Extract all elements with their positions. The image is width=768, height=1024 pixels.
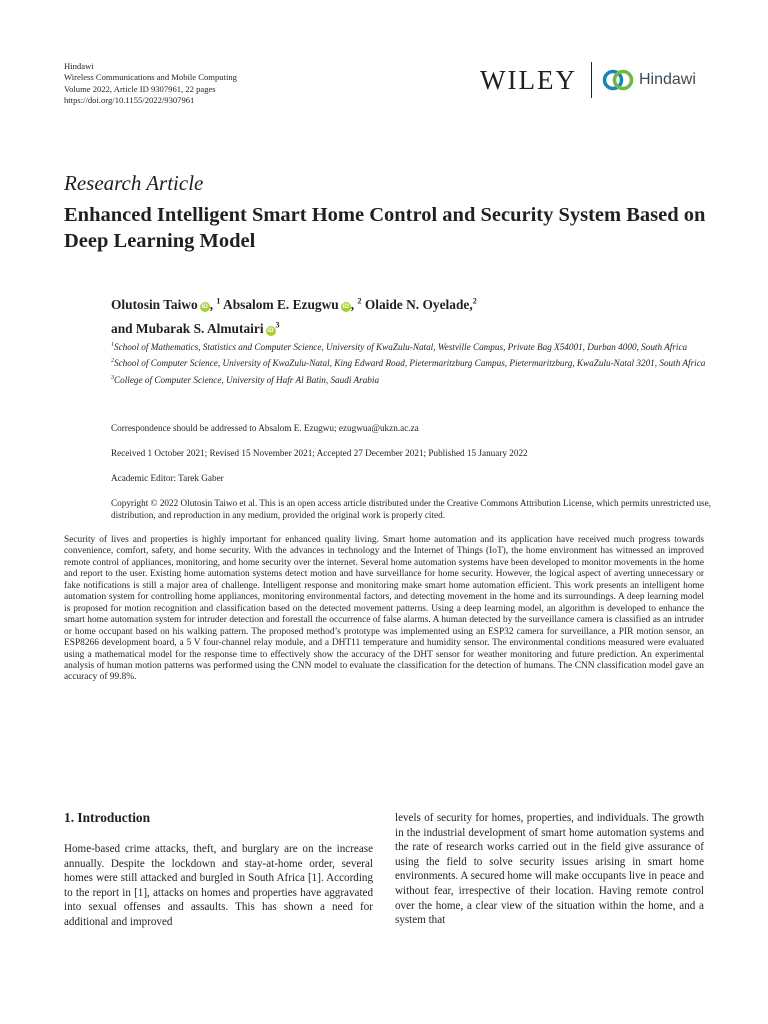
section-heading: 1. Introduction [64, 810, 151, 825]
author-list [111, 292, 711, 339]
journal-name: Wireless Communications and Mobile Computing [64, 72, 237, 83]
hindawi-wordmark: Hindawi [638, 71, 696, 88]
orcid-icon[interactable]: iD [267, 326, 274, 334]
affiliation: $^1$School of Mathematics, Statistics and Computer Science, University of KwaZulu-Natal, Westville Campus, Private Bag X54001, Durban 4000, South Africa [111, 342, 688, 353]
author-name: and Mubarak S. Almutairi [111, 320, 264, 336]
author [365, 297, 477, 312]
body-column-left: Home-based crime attacks, theft, and burglary are on the increase annually. Despite the lockdown and stay-at-home order, several homes were still attacked and burgled in South Africa [1]. According to the report in [1], attacks on homes and properties have aggravated into sexual offenses and assaults. This has shown a need for additional and improved [64, 843, 373, 928]
author-name: Absalom E. Ezugwu [223, 297, 339, 313]
orcid-icon[interactable]: iD [201, 303, 208, 311]
orcid-icon[interactable]: iD [342, 303, 349, 311]
correspondence: Correspondence should be addressed to Absalom E. Ezugwu; ezugwua@ukzn.ac.za [111, 423, 419, 433]
wiley-logo: WILEY [480, 64, 577, 95]
abstract: Security of lives and properties is highly important for enhanced quality living. Smart home automation and its application have received much progress towards convenience, comfort, safety, and home security. With the advances in technology and the Internet of Things (IoT), the home environment has witnessed an improved remote control of appliances, monitoring, and home security over the internet. Several home automation systems have been developed to monitor movements in the home and report to the user. Existing home automation systems detect motion and have surveillance for home security. However, the logical aspect of averting unnecessary or fake notifications is still a major area of challenge. Intelligent response and monitoring make smart home automation efficient. This work presents an intelligent home automation system for controlling home appliances, monitoring environmental factors, and detecting movement in the home and its surroundings. A deep learning model is proposed for motion recognition and classification based on the detected movement patterns. Using a deep learning model, an algorithm is developed to enhance the smart home automation system for intruder detection and forestall the occurrence of false alarms. A human detected by the surveillance camera is classified as an intruder or home occupant based on his walking pattern. The proposed method’s prototype was implemented using an ESP32 camera for surveillance, a PIR motion sensor, an ESP8266 development board, a 5 V four-channel relay module, and a DHT11 temperature and humidity sensor. The environmental conditions measured were evaluated using a mathematical model for the response time to effectively show the accuracy of the DHT sensor for weather monitoring and future prediction. An experimental analysis of human motion patterns was performed using the CNN model to evaluate the classification for the detection of humans. The CNN classification model gave an accuracy of 99.8%. [64, 535, 704, 683]
publisher-brand [480, 60, 696, 100]
affiliation-ref: 1 [216, 297, 221, 306]
publisher-name: Hindawi [64, 61, 94, 71]
copyright-notice: Copyright © 2022 Olutosin Taiwo et al. This is an open access article distributed under the Creative Commons Attribution License, which permits unrestricted use, distribution, and reproduction in any medium, provided the original work is properly cited. [111, 498, 712, 520]
volume-line: Volume 2022, Article ID 9307961, 22 pages [64, 83, 216, 94]
publication-dates: Received 1 October 2021; Revised 15 November 2021; Accepted 27 December 2021; Published 15 January 2022 [111, 448, 528, 458]
affiliation-ref: 2 [357, 297, 362, 306]
affiliations [111, 339, 711, 388]
article-type: Research Article [64, 171, 204, 195]
author [111, 321, 280, 336]
author-name: Olutosin Taiwo [111, 297, 198, 313]
journal-header [64, 61, 237, 107]
hindawi-logo [602, 69, 696, 91]
article-title: Enhanced Intelligent Smart Home Control and Security System Based on Deep Learning Model [64, 204, 706, 252]
author: Absalom E. Ezugwu iD , $^2$ [223, 297, 362, 313]
hindawi-rings-icon [602, 69, 634, 91]
author: Olutosin Taiwo iD , $^1$ [111, 297, 221, 313]
brand-divider [591, 62, 592, 98]
affiliation: $^3$College of Computer Science, University of Hafr Al Batin, Saudi Arabia [111, 374, 380, 385]
academic-editor: Academic Editor: Tarek Gaber [111, 473, 224, 483]
doi-link[interactable]: https://doi.org/10.1155/2022/9307961 [64, 95, 195, 106]
affiliation-ref: 2 [472, 297, 477, 306]
affiliation: $^2$School of Computer Science, University of KwaZulu-Natal, King Edward Road, Pietermaritzburg Campus, Pietermaritzburg, KwaZulu-Natal 3201, South Africa [111, 358, 706, 369]
affiliation-ref: 3 [275, 320, 280, 330]
author-name: Olaide N. Oyelade, [364, 297, 473, 313]
body-column-right: levels of security for homes, properties, and individuals. The growth in the industrial development of smart home automation systems and the rate of research works carried out in the field give assurance of using the field to solve security issues arising in smart home environments. A secured home will make occupants live in peace and without fear, irrespective of their location. Having remote control over the home, a clear view of the situation within the home, and a system that [395, 812, 704, 927]
